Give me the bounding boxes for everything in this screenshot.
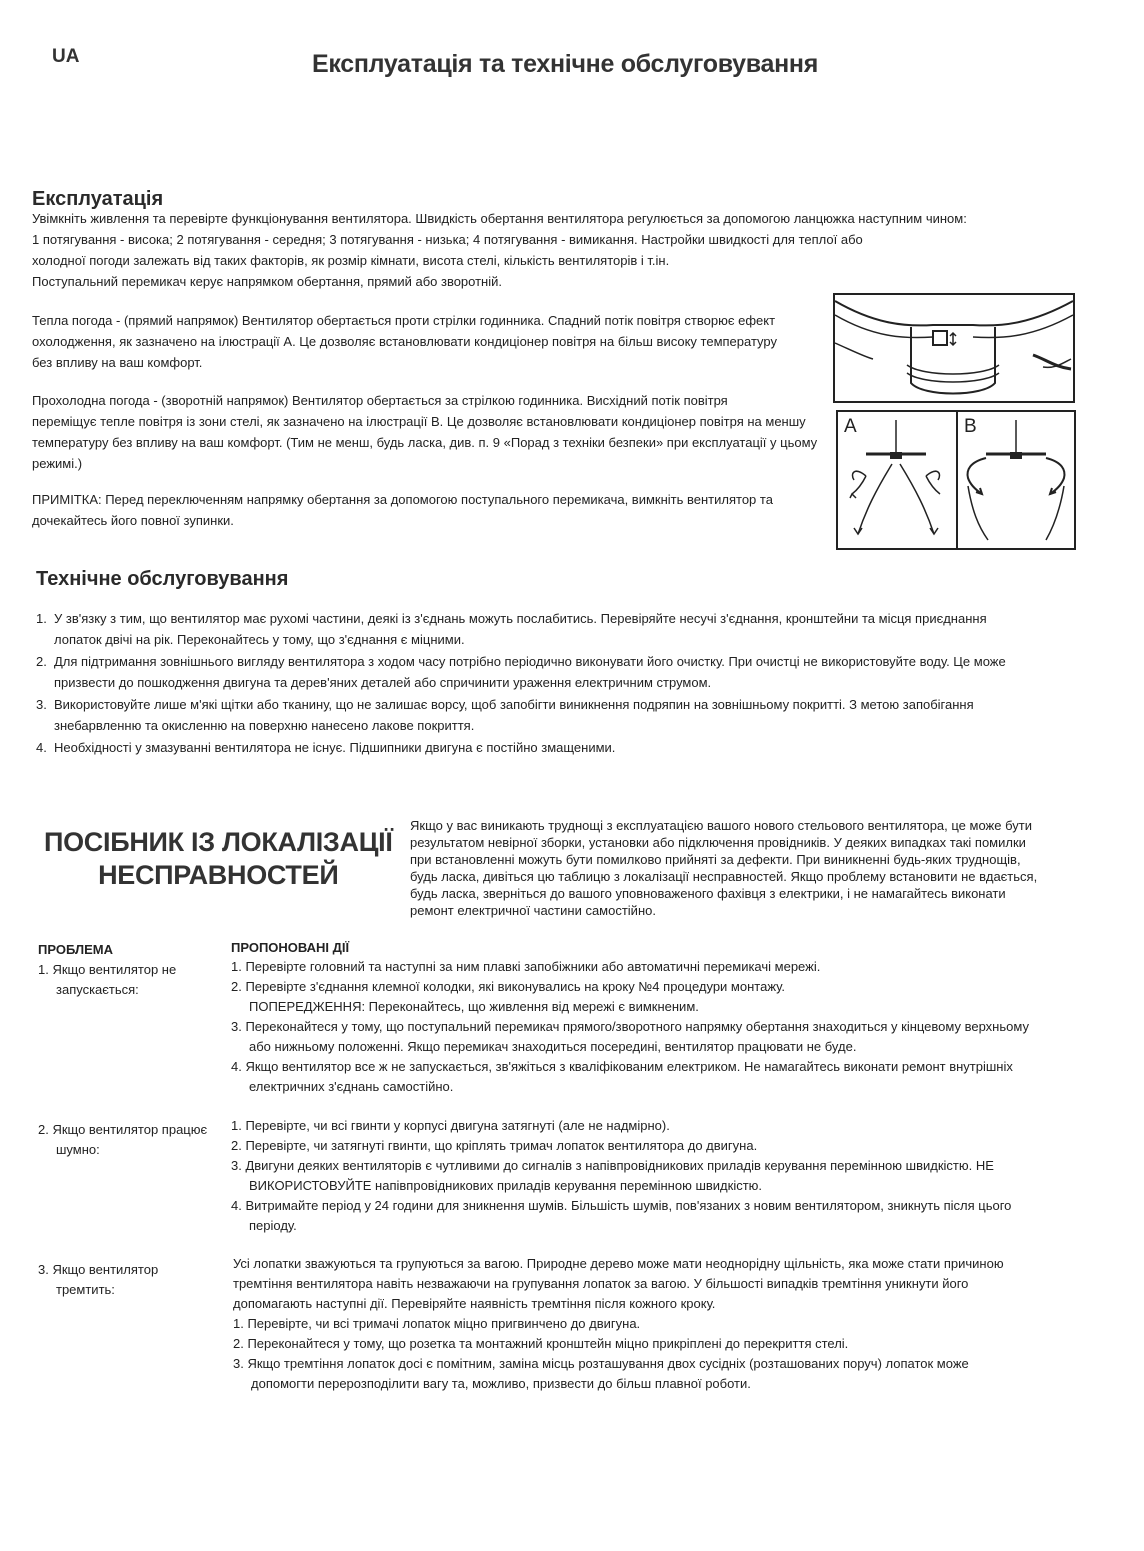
text-line: Для підтримання зовнішнього вигляду вентилятора з ходом часу потрібно періодично виконувати його очистку. При очистці не використовуйте воду. Це може xyxy=(54,654,1006,669)
text-line: температуру без впливу на ваш комфорт. (Тим не менш, будь ласка, див. п. 9 «Порад з техніки безпеки» при експлуатації у цьому xyxy=(32,435,818,450)
item-number: 4. xyxy=(36,740,47,755)
warm-weather-text xyxy=(32,310,777,373)
action-item: 1. Перевірте, чи всі тримачі лопаток міцно пригвинчено до двигуна. xyxy=(233,1316,641,1331)
column-header-problem: ПРОБЛЕМА xyxy=(38,942,113,957)
text-line: ремонт електричної частини самостійно. xyxy=(410,903,656,918)
text-line: 3. Якщо вентилятор xyxy=(38,1262,159,1277)
text-line: холодної погоди залежать від таких факторів, як розмір кімнати, висота стелі, кількість вентиляторів і т.ін. xyxy=(32,253,670,268)
text-line: знебарвленню та окисленню на поверхню нанесено лакове покриття. xyxy=(54,718,475,733)
action-item: 1. Перевірте, чи всі гвинти у корпусі двигуна затягнуті (але не надмірно). xyxy=(231,1118,670,1133)
problem-2 xyxy=(38,1120,207,1160)
troubleshooting-intro xyxy=(410,817,1037,919)
text-line: результатом невірної зборки, установки або підключення провідників. У деяких випадках такі помилки xyxy=(410,835,1026,850)
text-line: режимі.) xyxy=(32,456,83,471)
action-item: електричних з'єднань самостійно. xyxy=(249,1079,454,1094)
problem-3 xyxy=(38,1260,158,1300)
actions-3 xyxy=(233,1254,1004,1394)
text-line: Поступальний перемикач керує напрямком обертання, прямий або зворотній. xyxy=(32,274,502,289)
text-line: тремтіння вентилятора навіть незважаючи на групування лопаток за вагою. У більшості випадків тремтіння уникнути його xyxy=(233,1276,969,1291)
figure-label-b: B xyxy=(964,416,977,437)
item-number: 2. xyxy=(36,654,47,669)
fan-motor-illustration xyxy=(833,293,1075,403)
text-line: допомагають наступні дії. Перевіряйте наявність тремтіння після кожного кроку. xyxy=(233,1296,716,1311)
title-line: ПОСІБНИК ІЗ ЛОКАЛІЗАЦІЇ xyxy=(44,827,393,857)
text-line: будь ласка, дивіться цю таблицю з локалізації несправностей. Якщо проблему встановити не вдається, xyxy=(410,869,1038,884)
text-line: призвести до пошкодження двигуна та дерев'яних деталей або спричинити ураження електричним струмом. xyxy=(54,675,712,690)
text-line: запускається: xyxy=(56,982,139,997)
cool-weather-text xyxy=(32,390,817,474)
direction-switch-icon xyxy=(933,331,947,345)
airflow-illustration xyxy=(836,410,1076,550)
actions-1 xyxy=(231,957,1029,1097)
note-text xyxy=(32,489,773,531)
text-line: 1. Якщо вентилятор не xyxy=(38,962,177,977)
action-item: 4. Витримайте період у 24 години для зникнення шумів. Більшість шумів, пов'язаних з новим вентилятором, зникнуть після цього xyxy=(231,1198,1012,1213)
action-item: періоду. xyxy=(249,1218,297,1233)
list-item xyxy=(36,651,1006,693)
text-line: Прохолодна погода - (зворотній напрямок) Вентилятор обертається за стрілкою годинника. Висхідний потік повітря xyxy=(32,393,728,408)
text-line: без впливу на ваш комфорт. xyxy=(32,355,203,370)
text-line: Увімкніть живлення та перевірте функціонування вентилятора. Швидкість обертання вентилятора регулюється за допомогою ланцюжка наступним чином: xyxy=(32,211,967,226)
warning-text: ПОПЕРЕДЖЕННЯ: Переконайтесь, що живлення від мережі є вимкненим. xyxy=(249,999,699,1014)
operation-intro xyxy=(32,208,967,292)
text-line: при встановленні можуть бути помилково прийняті за дефекти. При виникненні будь-яких труднощів, xyxy=(410,852,1021,867)
list-item xyxy=(36,694,1006,736)
text-line: лопаток двічі на рік. Переконайтесь у тому, що з'єднання є міцними. xyxy=(54,632,465,647)
figure-label-a: A xyxy=(844,416,857,437)
action-item: допомогти перерозподілити вагу та, можливо, призвести до більш плавної роботи. xyxy=(251,1376,751,1391)
text-line: будь ласка, зверніться до вашого уповноваженого фахівця з електрики, і не намагайтесь виконати xyxy=(410,886,1006,901)
action-item: 1. Перевірте головний та наступні за ним плавкі запобіжники або автоматичні перемикачі мережі. xyxy=(231,959,821,974)
action-item: ВИКОРИСТОВУЙТЕ напівпровідникових приладів керування перемінною швидкістю. xyxy=(249,1178,763,1193)
text-line: охолодження, як зазначено на ілюстрації А. Це дозволяє встановлювати кондиціонер повітря на більш високу температуру xyxy=(32,334,777,349)
column-header-actions: ПРОПОНОВАНІ ДІЇ xyxy=(231,940,350,955)
text-line: Необхідності у змазуванні вентилятора не існує. Підшипники двигуна є постійно змащеними. xyxy=(54,740,616,755)
text-line: Усі лопатки зважуються та групуються за вагою. Природне дерево може мати неоднорідну щільність, яка може стати причиною xyxy=(233,1256,1004,1271)
text-line: Тепла погода - (прямий напрямок) Вентилятор обертається проти стрілки годинника. Спадний потік повітря створює ефект xyxy=(32,313,776,328)
text-line: шумно: xyxy=(56,1142,100,1157)
text-line: переміщує тепле повітря із зони стелі, як зазначено на ілюстрації В. Це дозволяє встановлювати кондиціонер повітря на меншу xyxy=(32,414,806,429)
text-line: Використовуйте лише м'які щітки або тканину, що не залишає ворсу, щоб запобігти виникнення подряпин на зовнішньому покритті. З метою запобігання xyxy=(54,697,974,712)
actions-2 xyxy=(231,1116,1011,1236)
text-line: Якщо у вас виникають труднощі з експлуатацією вашого нового стельового вентилятора, це може бути xyxy=(410,818,1032,833)
text-line: У зв'язку з тим, що вентилятор має рухомі частини, деякі із з'єднань можуть послабитись. Перевіряйте несучі з'єднання, кронштейни та місця приєднання xyxy=(54,611,987,626)
troubleshooting-title xyxy=(44,826,393,892)
title-line: НЕСПРАВНОСТЕЙ xyxy=(98,860,339,890)
text-line: 1 потягування - висока; 2 потягування - середня; 3 потягування - низька; 4 потягування - вимикання. Настройки швидкості для теплої або xyxy=(32,232,863,247)
action-item: або нижньому положенні. Якщо перемикач знаходиться посередині, вентилятор працювати не буде. xyxy=(249,1039,857,1054)
list-item xyxy=(36,737,1006,758)
maintenance-heading: Технічне обслуговування xyxy=(36,568,289,590)
item-number: 1. xyxy=(36,611,47,626)
operation-heading: Експлуатація xyxy=(32,188,164,210)
action-item: 2. Перевірте з'єднання клемної колодки, які виконувались на кроку №4 процедури монтажу. xyxy=(231,979,785,994)
item-number: 3. xyxy=(36,697,47,712)
text-line: ПРИМІТКА: Перед переключенням напрямку обертання за допомогою поступального перемикача, вимкніть вентилятор та xyxy=(32,492,773,507)
action-item: 2. Переконайтеся у тому, що розетка та монтажний кронштейн міцно прикріплені до перекриття стелі. xyxy=(233,1336,849,1351)
maintenance-list xyxy=(36,608,1006,759)
list-item xyxy=(36,608,1006,650)
text-line: 2. Якщо вентилятор працює xyxy=(38,1122,208,1137)
text-line: дочекайтесь його повної зупинки. xyxy=(32,513,234,528)
action-item: 2. Перевірте, чи затягнуті гвинти, що кріплять тримач лопаток вентилятора до двигуна. xyxy=(231,1138,758,1153)
language-code: UA xyxy=(52,46,80,67)
page-title: Експлуатація та технічне обслуговування xyxy=(312,50,818,78)
problem-1 xyxy=(38,960,176,1000)
action-item: 3. Двигуни деяких вентиляторів є чутливими до сигналів з напівпровідникових приладів керування перемінною швидкістю. НЕ xyxy=(231,1158,994,1173)
action-item: 3. Якщо тремтіння лопаток досі є помітним, заміна місць розташування двох сусідніх (розташованих поруч) лопаток може xyxy=(233,1356,969,1371)
text-line: тремтить: xyxy=(56,1282,115,1297)
action-item: 3. Переконайтеся у тому, що поступальний перемикач прямого/зворотного напрямку обертання знаходиться у кінцевому верхньому xyxy=(231,1019,1029,1034)
action-item: 4. Якщо вентилятор все ж не запускається, зв'яжіться з кваліфікованим електриком. Не намагайтесь виконати ремонт внутрішніх xyxy=(231,1059,1013,1074)
